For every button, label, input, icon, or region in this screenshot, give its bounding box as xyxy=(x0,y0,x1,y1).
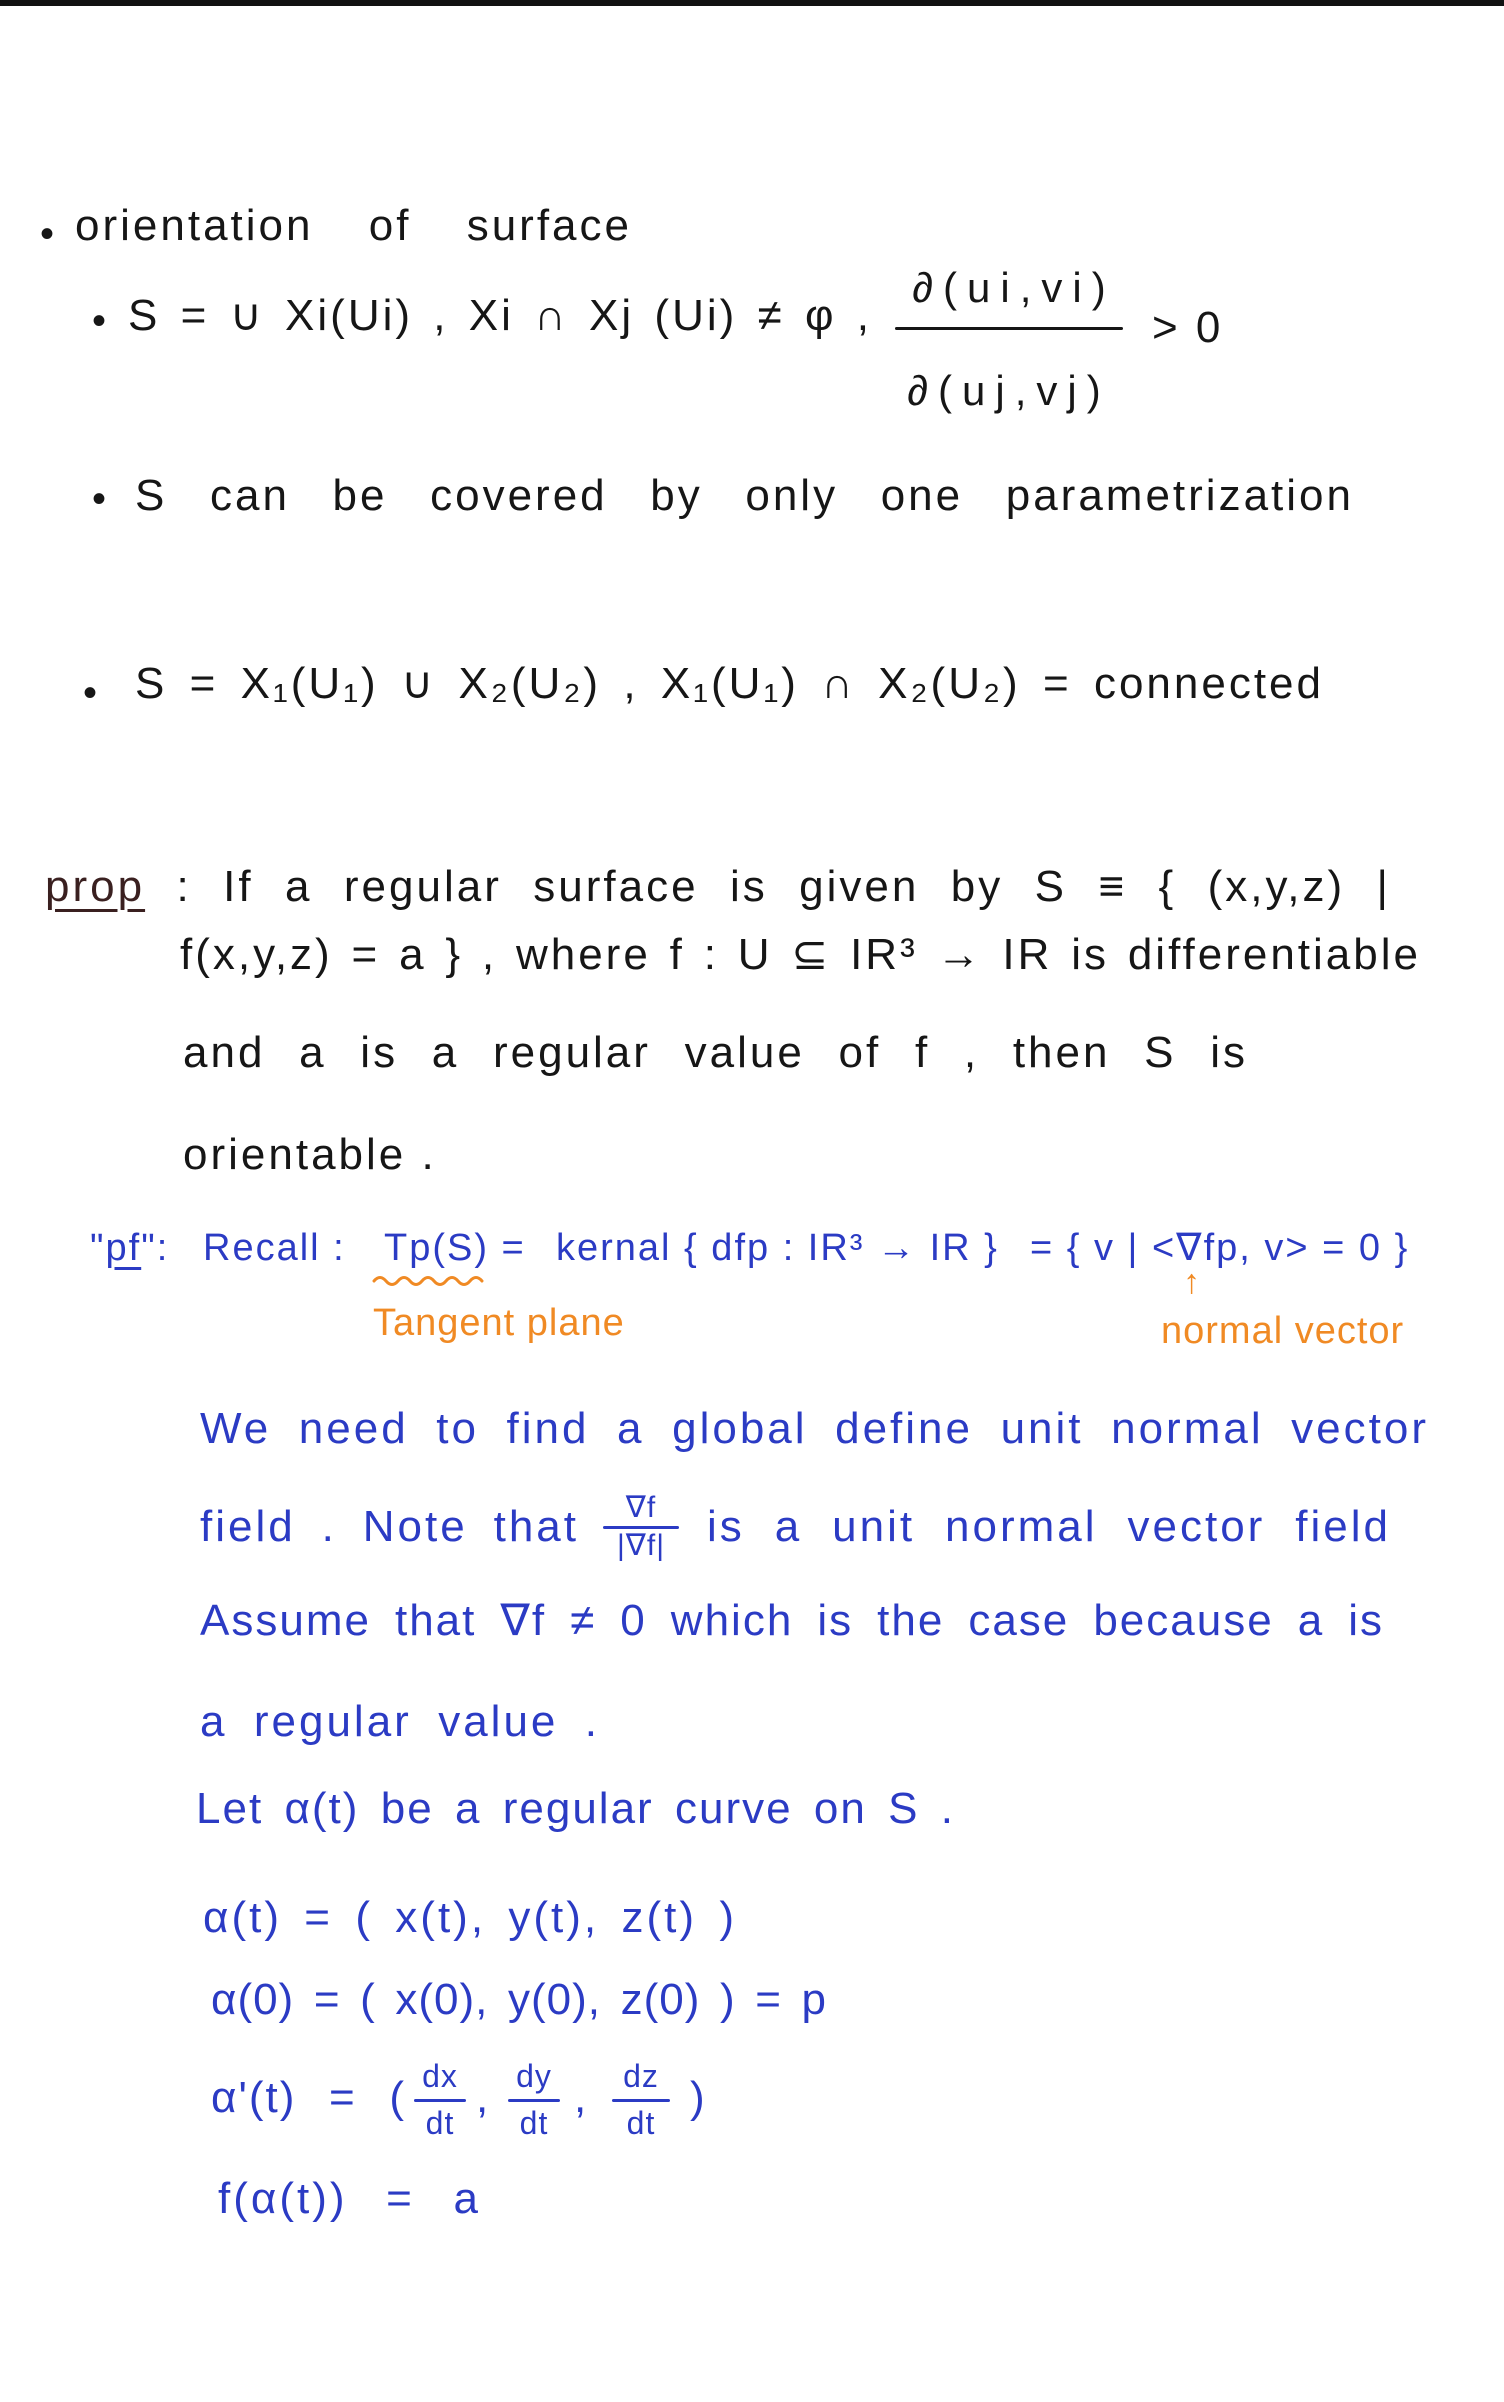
tangent-space-expression: Tp(S) = xyxy=(384,1227,526,1269)
bullet-single-parametrization: • xyxy=(92,477,107,521)
derivative-z-bar xyxy=(612,2099,670,2102)
pf-label: pf xyxy=(105,1227,142,1269)
jacobian-numerator: ∂(ui,vi) xyxy=(912,264,1116,311)
proof-line-3: Assume that ∇f ≠ 0 which is the case because a is xyxy=(200,1596,1384,1645)
kernel-expression: kernal { dfp : IR³ → IR } xyxy=(556,1227,999,1269)
jacobian-fraction-bar xyxy=(895,327,1123,330)
derivative-separator-1: , xyxy=(476,2073,492,2122)
normal-vector-annotation: normal vector xyxy=(1161,1310,1405,1352)
recall-label: Recall : xyxy=(203,1227,346,1269)
heading-orientation-of-surface: orientation of surface xyxy=(75,201,632,250)
single-parametrization-note: S can be covered by only one parametrization xyxy=(135,471,1354,520)
proof-quote-open: " xyxy=(90,1227,106,1269)
derivative-x-denominator: dt xyxy=(425,2105,455,2141)
page-top-edge xyxy=(0,0,1504,6)
proof-line-2a: field . Note that xyxy=(200,1502,579,1551)
derivative-y-denominator: dt xyxy=(519,2105,549,2141)
bullet-heading: • xyxy=(40,212,55,256)
two-charts-note: S = X₁(U₁) ∪ X₂(U₂) , X₁(U₁) ∩ X₂(U₂) = connected xyxy=(135,659,1324,708)
proposition-line-3: and a is a regular value of f , then S is xyxy=(183,1028,1248,1077)
proof-line-5: Let α(t) be a regular curve on S . xyxy=(196,1784,955,1833)
tangent-space-squiggle-underline xyxy=(372,1272,494,1290)
proof-label xyxy=(90,1220,169,1276)
jacobian-denominator: ∂(uj,vj) xyxy=(907,367,1111,414)
tangent-plane-annotation: Tangent plane xyxy=(373,1302,625,1344)
proposition-line-4: orientable . xyxy=(183,1130,437,1179)
proof-line-1: We need to find a global define unit normal vector xyxy=(200,1404,1429,1453)
derivative-y-numerator: dy xyxy=(516,2058,552,2094)
derivative-x-bar xyxy=(414,2099,466,2102)
prop-label: prop xyxy=(45,862,146,911)
derivative-separator-2: , xyxy=(574,2073,590,2122)
derivative-x-numerator: dx xyxy=(422,2058,458,2094)
normal-vector-arrow-icon: ↑ xyxy=(1183,1263,1200,1301)
kernel-set-expression: = { v | <∇fp, v> = 0 } xyxy=(1030,1227,1410,1269)
derivative-z-numerator: dz xyxy=(623,2058,659,2094)
derivative-lhs: α'(t) = ( xyxy=(211,2073,406,2122)
unit-normal-numerator: ∇f xyxy=(625,1491,657,1524)
proof-line-4: a regular value . xyxy=(200,1697,600,1746)
proposition-line-1 xyxy=(45,859,1391,915)
atlas-condition: S = ∪ Xi(Ui) , Xi ∩ Xj (Ui) ≠ φ , xyxy=(128,291,872,340)
proof-quote-close: ": xyxy=(141,1227,170,1269)
curve-at-zero-equation: α(0) = ( x(0), y(0), z(0) ) = p xyxy=(211,1975,827,2024)
proof-line-2b: is a unit normal vector field xyxy=(707,1502,1391,1551)
derivative-close-paren: ) xyxy=(690,2073,708,2122)
proposition-line-1-text: : If a regular surface is given by S ≡ { (x,y,z) | xyxy=(176,862,1391,911)
bullet-two-charts: • xyxy=(83,671,98,715)
unit-normal-denominator: |∇f| xyxy=(617,1529,665,1562)
bullet-atlas: • xyxy=(92,299,107,343)
proposition-line-2: f(x,y,z) = a } , where f : U ⊆ IR³ → IR is differentiable xyxy=(180,930,1421,979)
jacobian-inequality: > 0 xyxy=(1152,303,1224,352)
level-set-constraint: f(α(t)) = a xyxy=(218,2174,481,2223)
derivative-y-bar xyxy=(508,2099,560,2102)
curve-equation: α(t) = ( x(t), y(t), z(t) ) xyxy=(203,1893,737,1942)
derivative-z-denominator: dt xyxy=(626,2105,656,2141)
